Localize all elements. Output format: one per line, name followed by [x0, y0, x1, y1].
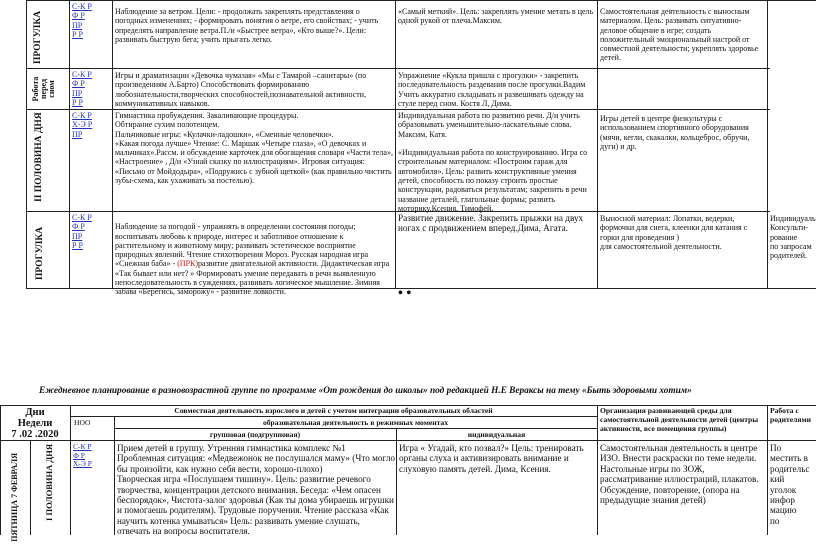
bottom-environment: Самостоятельная деятельность в центре ИЗО. Внести раскраски по теме недели. Настольные игры по ЗОЖ, рассматривание иллюстраций, плакатов. Обсуждение, повторение, (опора на предыдущие знания детей): [600, 443, 759, 506]
period-second-half-label: II ПОЛОВИНА ДНЯ: [34, 112, 44, 202]
bottom-individual-activity: Игра « Угадай, кто позвал?» Цель: тренировать органы слуха и активизировать внимание и слуховую память детей. Дима, Ксения.: [399, 443, 584, 474]
days-header: Дни Недели 7 .02 .2020: [11, 407, 59, 440]
codes-row-2[interactable]: С-К Р Ф Р ПР Р Р: [72, 70, 92, 108]
row1-individual-activity: «Самый меткий». Цель: закреплять умение метать в цель одной рукой от плеча.Максим.: [398, 7, 594, 26]
bullet-dots: • •: [398, 286, 412, 301]
codes-row-1[interactable]: С-К Р Ф Р ПР Р Р: [72, 2, 92, 40]
environment-header: Организация развивающей среды для самостоятельной деятельности детей (центры активности, все помещения группы): [600, 406, 759, 433]
parents-header: Работа с родителями: [770, 406, 812, 424]
day-label: ПЯТНИЦА 7 ФЕВРАЛЯ: [10, 453, 19, 542]
bottom-parents: По местить в родительс кий уголок инфор мацию по: [770, 443, 810, 526]
row1-environment: Самостоятельная деятельность с выносным материалом. Цель: развивать ситуативно-деловое общение в игре; создать положительный эмоциональный настрой от совместной деятельности; укреплять здоровье детей.: [600, 7, 759, 63]
row4-group-prk: (ПРК): [177, 259, 199, 269]
row3-individual-activity: Индивидуальная работа по развитию речи. Д/и учить образовывать уменьшительно-ласкательные слова. Максим, Катя. «Индивидуальная работа по конструированию. Игра со строительным материалом: «Построим гараж для автомобиля». Цель: развить конструктивные умения детей, способность по показу строить простые конструкции, радоваться результатам; закрепить в речи название деталей, глагольные формы; развить моторику.Ксения, Тимофей.: [398, 111, 588, 213]
joint-activity-header: Совместная деятельность взрослого и детей с учетом интеграции образовательных областей: [174, 406, 493, 415]
row4-group-text-b: развитие двигательной активности. Дидактическая игра «Так бывает или нет? » Формировать умение передавать в речи выявленную непоследовательность в суждениях, развивать логическое мышление. Зимняя забава «Берегись, заморожу» - развитие ловкости.: [115, 259, 390, 297]
row1-group-activity: Наблюдение за ветром. Цели: - продолжать закреплять представления о погодных изменениях; - формировать понятия о ветре, его свойствах; - учить определять направление ветра.П./и «Быстрее ветра», «Кто выше?». Цели: развивать быструю бега; учить прыгать легко.: [115, 7, 379, 44]
row4-group-text-a: Наблюдение за погодой - упражнять в определении состояния погоды; воспитывать любовь к природе, интерес и заботливое отношение к растительному и животному миру; развивать эстетическое восприятие природных явлений. Чтение стихотворения Мороз. Русская народная игра «Снежная баба» -: [115, 222, 369, 269]
individual-header: индивидуальная: [467, 430, 526, 439]
row3-environment: Игры детей в центре физкультуры с использованием спортивного оборудования (мячи, кегли, скакалки, кольцеброс, обручи, дуги) и др.: [600, 114, 750, 151]
bottom-group-activity: Прием детей в группу. Утренняя гимнастика комплекс №1 Проблемная ситуация: «Медвежонок не послушался маму» (Что могло бы произойти, как нужно себя вести, хорошо-плохо) Творческая игра «Послушаем тишину». Цель: развитие речевого творчества, концентрации детского внимания. Беседа: «Чем опасен беспорядок», Чистота-залог здоровья (Как ты дома убираешь игрушки и помогаешь родителям). Трудовые поручения. Чтение рассказа «Как научить котенка умываться» Цель: развивать умение слушать, отвечать на вопросы воспитателя.: [117, 443, 395, 537]
row4-environment: Выносной материал: Лопатки, ведерки, формочки для снега, клеенки для катания с горки для проведения ) для самостоятельной деятельности.: [600, 214, 748, 251]
row4-parents: Индивидуаль Консульти- рование по запросам родителей.: [770, 214, 816, 261]
row2-group-activity: Игры и драматизации «Девочка чумазая» «Мы с Тамарой –санитары» (по произведениям А.Барто) Способствовать формированию любознательности,творческих способностей,познавательной активности, коммуникативных навыков.: [115, 71, 367, 108]
row4-group-activity: [115, 213, 393, 297]
plan-title: Ежедневное планирование в разновозрастной группе по программе «От рождения до школы» под редакцией Н.Е Вераксы на тему «Быть здоровыми хотим»: [39, 386, 692, 396]
row3-group-activity: Гимнастика пробуждения. Закаливающие процедуры. Обтирание сухим полотенцем. Пальчиковые игры: «Кулачки-ладошки», «Сменные человечки». «Какая погода лучше» Чтение: С. Маршак «Четыре глаза», «О девочках и мальчиках».Рассм. и обсуждение карточек для обогащения словаря «Части тела», «Настроение» , Д/и «Узнай сказку по иллюстрациям». Игровая ситуация: «Письмо от Мойдодыра», «Подружись с зубной щеткой» (как правильно чистить зубы-схема, как ухаживать за постелью).: [115, 111, 393, 186]
period-walk-2-label: ПРОГУЛКА: [35, 226, 45, 280]
regime-header: образовательная деятельность в режимных моментах: [262, 418, 449, 427]
noo-header: НОО: [74, 418, 91, 427]
period-before-sleep-text: Работа перед сном: [31, 76, 56, 102]
bottom-codes[interactable]: С-К Р Ф Р Х-Э Р: [73, 442, 92, 469]
codes-row-3[interactable]: С-К Р Х-Э Р ПР: [72, 111, 93, 139]
period-before-sleep-label: [31, 70, 56, 108]
row2-individual-activity: Упражнение «Кукла пришла с прогулки» - закрепить последовательность раздевания после прогулки.Вадим Учить аккуратно складывать и развешивать одежду на стуле перед сном. Костя Л, Дима.: [398, 71, 586, 108]
codes-row-4[interactable]: С-К Р Ф Р ПР Р Р: [72, 213, 92, 251]
period-walk-label: ПРОГУЛКА: [33, 10, 43, 64]
group-header: групповая (подгрупповая): [209, 430, 301, 439]
half-day-label: I ПОЛОВИНА ДНЯ: [44, 444, 54, 521]
row4-individual-activity: Развитие движение. Закрепить прыжки на двух ногах с продвижением вперед.Дима, Агата.: [398, 213, 584, 234]
